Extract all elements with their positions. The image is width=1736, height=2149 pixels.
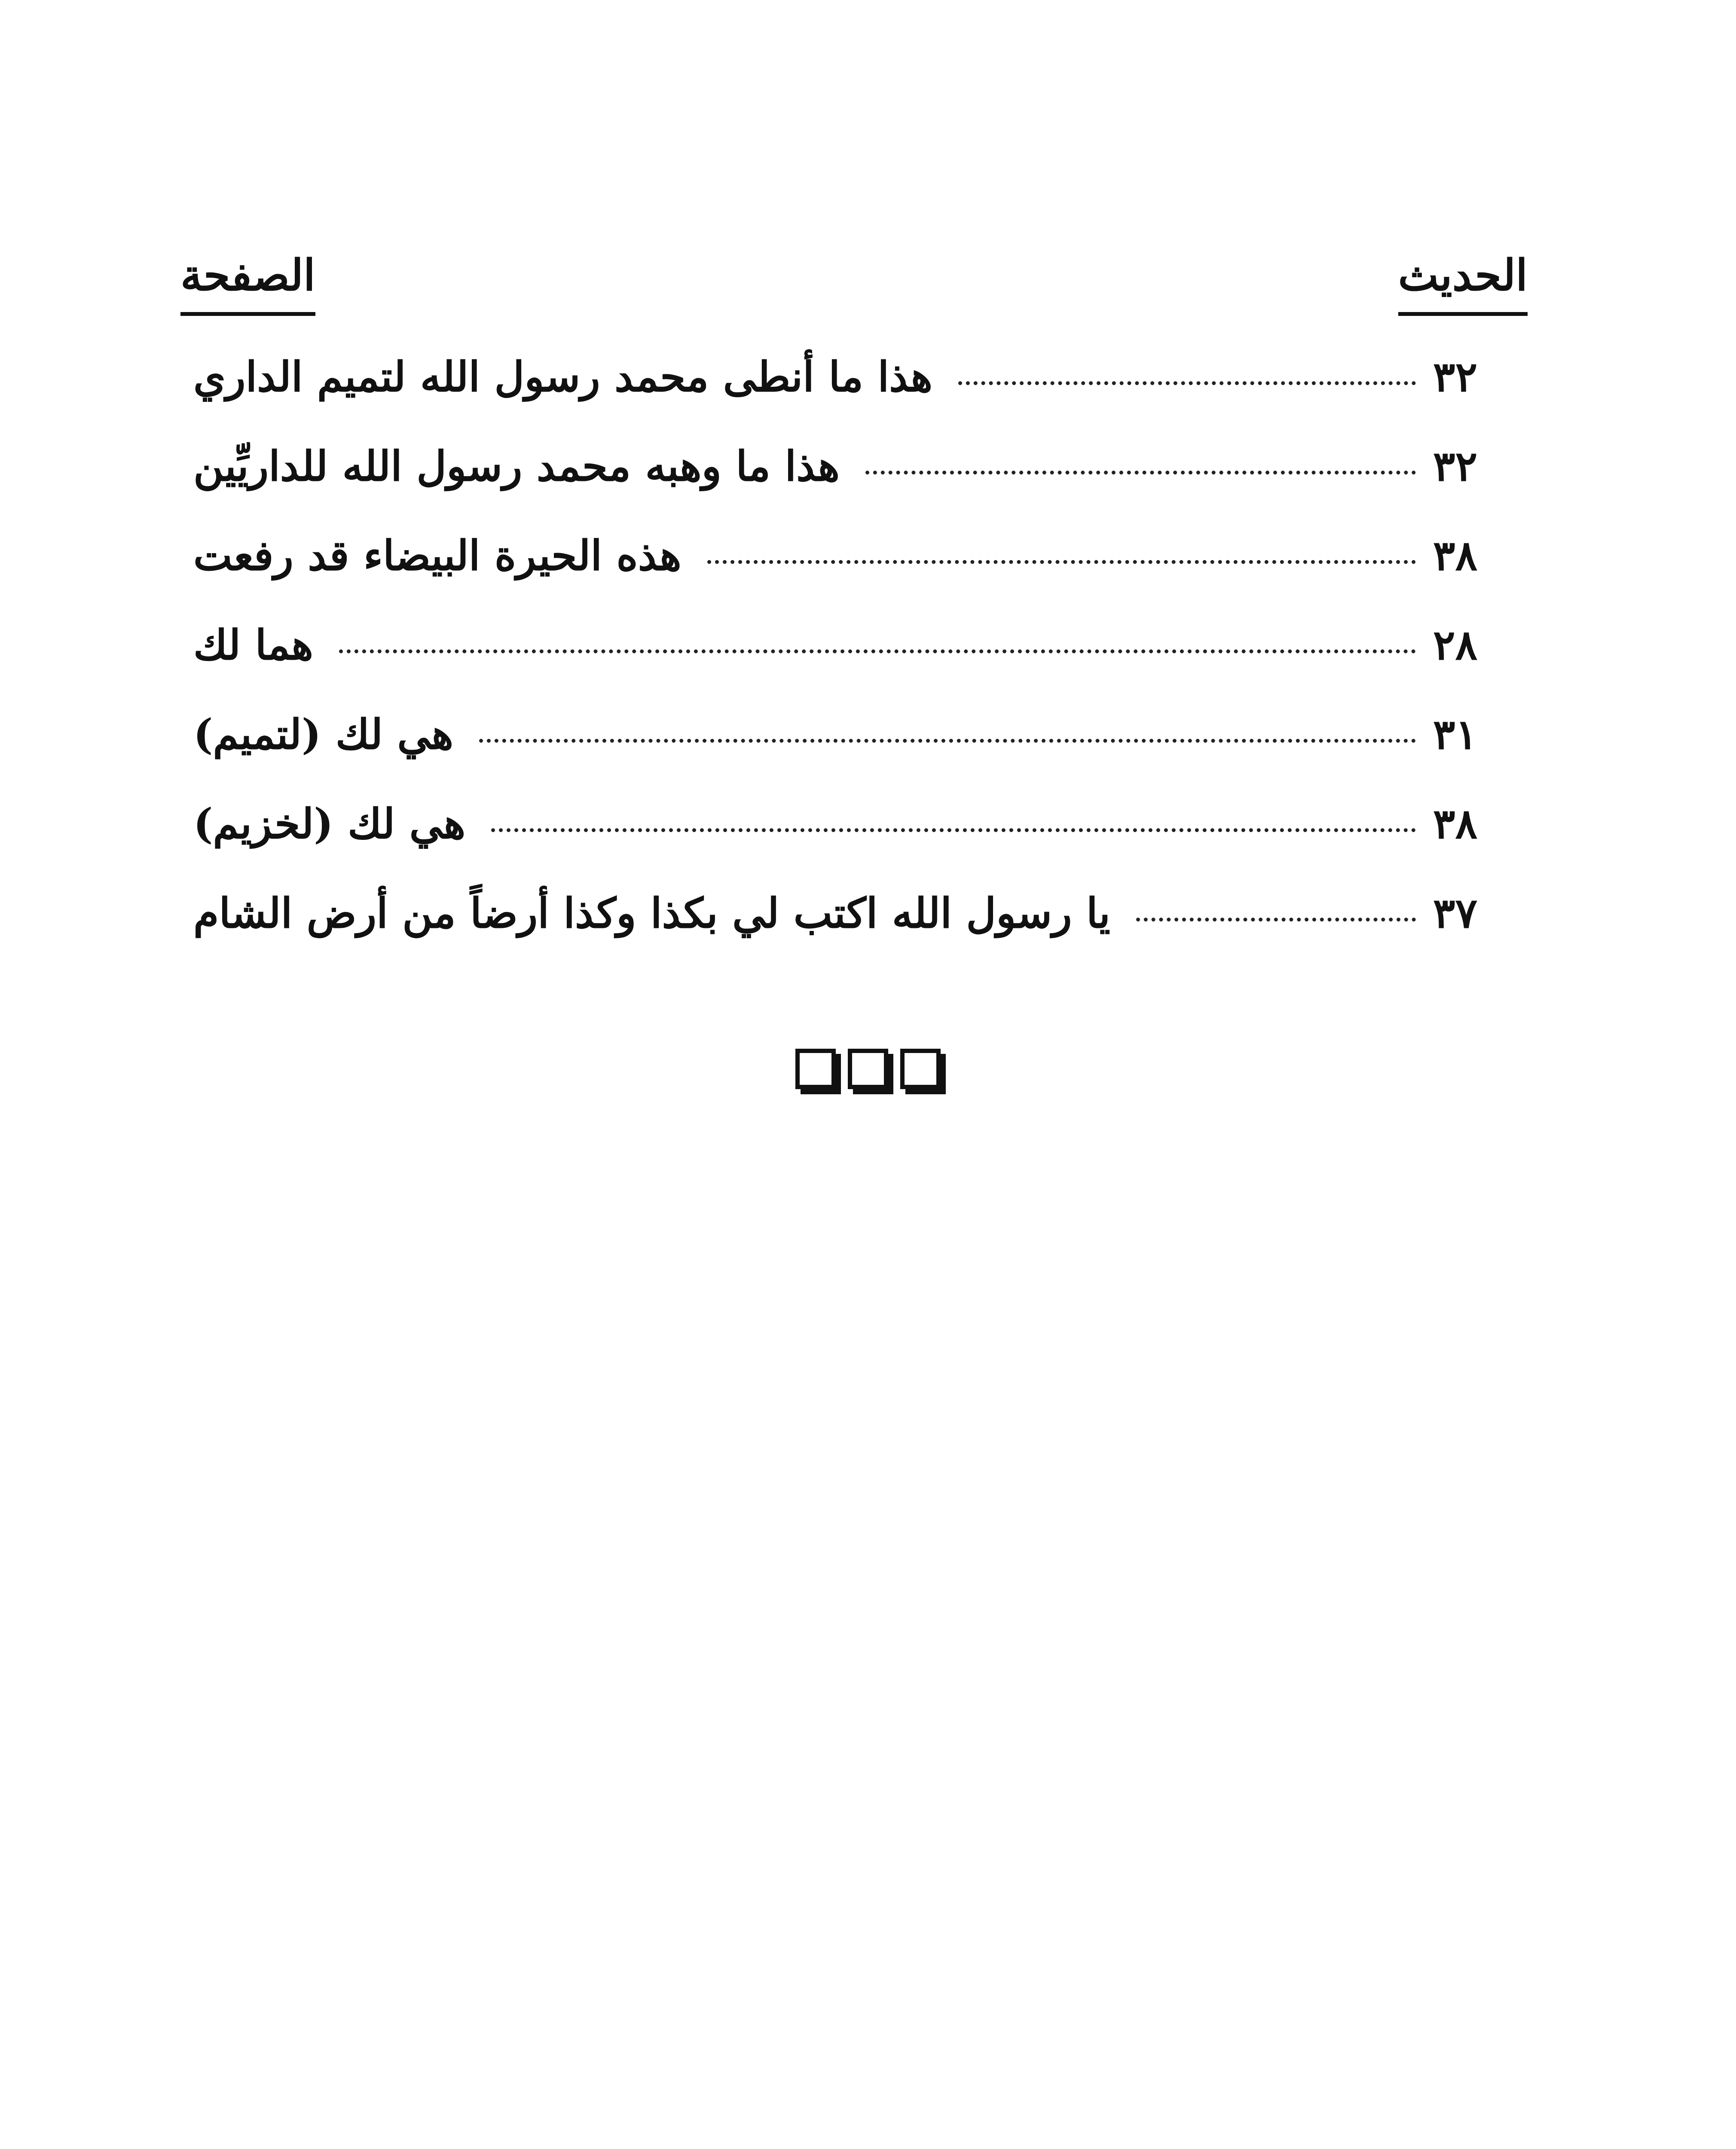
entry-page-number: ٣٢ — [1433, 352, 1478, 401]
entry-page-number: ٣٢ — [1433, 442, 1478, 490]
index-entries — [180, 352, 1528, 978]
index-header — [180, 241, 1528, 327]
entry-page-number: ٣٨ — [1433, 531, 1478, 580]
leader-dots — [339, 649, 1416, 653]
index-entry — [180, 531, 1528, 621]
entry-page-number: ٣١ — [1433, 710, 1478, 759]
square-box-icon — [900, 1049, 941, 1089]
entry-text: هما لك — [193, 621, 313, 669]
index-entry — [180, 799, 1528, 889]
entry-page-number: ٢٨ — [1433, 621, 1478, 669]
entry-text: هي لك (لخزيم) — [193, 799, 466, 848]
entry-page-number: ٣٧ — [1433, 889, 1478, 937]
square-box-icon — [848, 1049, 888, 1089]
page-column-title: الصفحة — [180, 241, 315, 316]
index-entry — [180, 442, 1528, 531]
leader-dots — [865, 471, 1416, 474]
entry-page-number: ٣٨ — [1433, 799, 1478, 848]
entry-text: هذا ما أنطى محمد رسول الله لتميم الداري — [193, 352, 933, 401]
leader-dots — [491, 828, 1416, 832]
index-entry — [180, 621, 1528, 710]
leader-dots — [707, 560, 1416, 564]
leader-dots — [1136, 918, 1416, 921]
leader-dots — [479, 739, 1416, 743]
index-entry — [180, 352, 1528, 442]
entry-text: هذا ما وهبه محمد رسول الله للداريِّين — [193, 442, 840, 490]
square-box-icon — [795, 1049, 836, 1089]
entry-text: هذه الحيرة البيضاء قد رفعت — [193, 531, 682, 580]
index-entry — [180, 710, 1528, 799]
index-entry — [180, 889, 1528, 978]
three-square-boxes-icon — [0, 1049, 1736, 1089]
hadith-column-title: الحديث — [1398, 241, 1528, 316]
entry-text: هي لك (لتميم) — [193, 710, 454, 759]
entry-text: يا رسول الله اكتب لي بكذا وكذا أرضاً من أرض الشام — [193, 889, 1110, 937]
leader-dots — [958, 381, 1416, 385]
